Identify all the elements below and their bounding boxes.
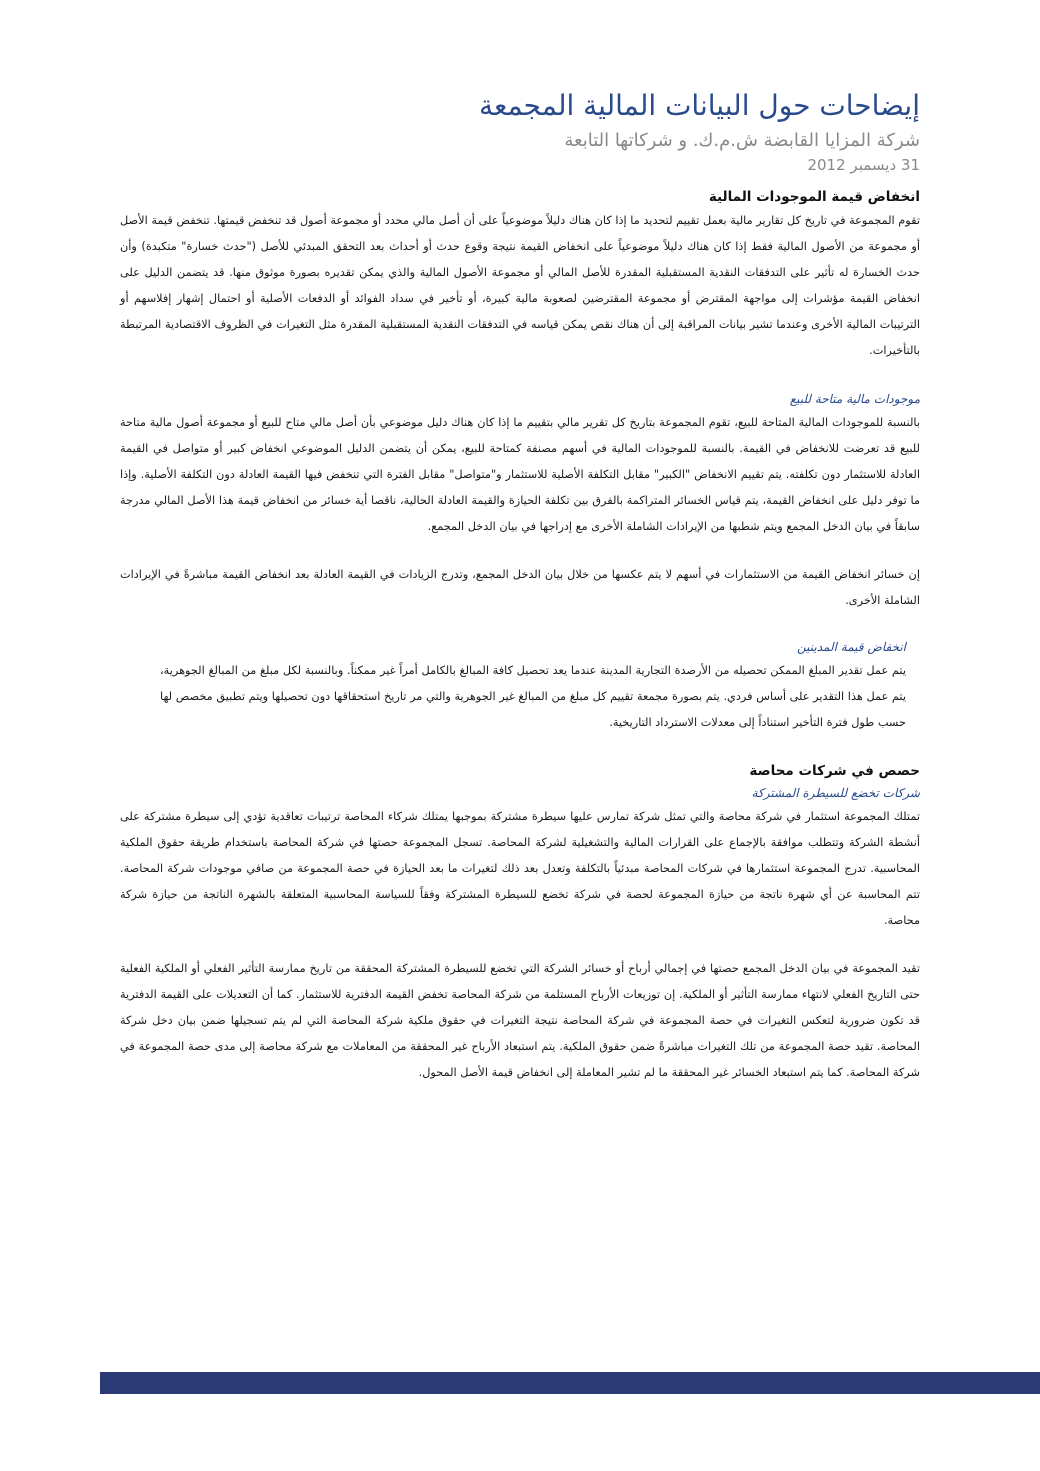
- afs-heading: موجودات مالية متاحة للبيع: [789, 392, 920, 406]
- page-title: إيضاحات حول البيانات المالية المجمعة: [478, 89, 920, 122]
- jv-paragraph-1: تمتلك المجموعة استثمار في شركة محاصة والتي تمثل شركة تمارس عليها سيطرة مشتركة بموجبها يمتلك شركاء المحاصة ترتيبات تعاقدية تؤدي إلى سيطرة مشتركة على أنشطة الشركة وتتطلب موافقة بالإجماع على القرارات المالية والتشغيلية لشركة المحاصة. تسجل المجموعة حصتها في شركة المحاصة باستخدام طريقة حقوق الملكية المحاسبية. تدرج المجموعة استثمارها في شركات المحاصة مبدئياً بالتكلفة وتعدل بعد ذلك لتغيرات ما بعد الحيازة في حصة المجموعة من صافي موجودات شركة المحاصة. تتم المحاسبة عن أي شهرة ناتجة من حيازة المجموعة لحصة في شركة تخضع للسيطرة المشتركة وفقاً للسياسة المحاسبية المتعلقة بالشهرة الناتجة من حيازة شركة محاصة.: [120, 810, 920, 927]
- debtors-heading: انخفاض قيمة المدينين: [797, 640, 906, 654]
- jv-paragraph-2: تقيد المجموعة في بيان الدخل المجمع حصتها في إجمالي أرباح أو خسائر الشركة التي تخضع للسيطرة المشتركة المحققة من تاريخ ممارسة التأثير الفعلي أو الملكية الفعلية حتى التاريخ الفعلي لانتهاء ممارسة التأثير أو الملكية. إن توزيعات الأرباح المستلمة من شركة المحاصة تخفض القيمة الدفترية للاستثمار. كما أن التعديلات على القيمة الدفترية قد تكون ضرورية لتعكس التغيرات في حصة المجموعة في شركة المحاصة نتيجة التغيرات في حقوق ملكية شركة المحاصة التي لم يتم تسجيلها ضمن بيان دخل شركة المحاصة. تقيد حصة المجموعة من تلك التغيرات مباشرةً ضمن حقوق الملكية. يتم استبعاد الأرباح غير المحققة من المعاملات مع شركة محاصة إلى مدى حصة المجموعة في شركة المحاصة. كما يتم استبعاد الخسائر غير المحققة ما لم تشير المعاملة إلى انخفاض قيمة الأصل المحول.: [120, 962, 920, 1079]
- jv-subheading: شركات تخضع للسيطرة المشتركة: [751, 786, 920, 800]
- impairment-paragraph: تقوم المجموعة في تاريخ كل تقارير مالية بعمل تقييم لتحديد ما إذا كان هناك دليلاً موضوعياً على أن أصل مالي محدد أو مجموعة أصول قد تنخفض قيمتها. تنخفض قيمة الأصل أو مجموعة من الأصول المالية فقط إذا كان هناك دليلاً موضوعياً على انخفاض القيمة نتيجة وقوع حدث أو أحداث بعد التحقق المبدئي للأصل ("حدث خسارة" متكبدة) وأن حدث الخسارة له تأثير على التدفقات النقدية المستقبلية المقدرة للأصل المالي أو مجموعة الأصول المالية والذي يمكن تقديره بصورة موثوق منها. قد يتضمن الدليل على انخفاض القيمة مؤشرات إلى مواجهة المقترض أو مجموعة المقترضين لصعوبة مالية كبيرة، أو تأخير في سداد الفوائد أو الدفعات الأصلية أو احتمال إشهار إفلاسهم أو الترتيبات المالية الأخرى وعندما تشير بيانات المراقبة إلى أن هناك نقص يمكن قياسه في التدفقات النقدية المستقبلية المقدرة مثل التغيرات في الظروف الاقتصادية المرتبطة بالتأخيرات.: [120, 214, 920, 357]
- jv-heading: حصص في شركات محاصة: [749, 763, 920, 779]
- document-page: [120, 86, 920, 1086]
- company-name: شركة المزايا القابضة ش.م.ك. و شركاتها التابعة: [564, 130, 920, 151]
- report-date: 31 ديسمبر 2012: [807, 156, 920, 174]
- afs-paragraph-1: بالنسبة للموجودات المالية المتاحة للبيع، تقوم المجموعة بتاريخ كل تقرير مالي بتقييم ما إذا كان هناك دليل موضوعي بأن أصل مالي متاح للبيع أو مجموعة أصول مالية متاحة للبيع قد تعرضت للانخفاض في القيمة. بالنسبة للموجودات المالية في أسهم مصنفة كمتاحة للبيع، يمكن أن يتضمن الدليل الموضوعي انخفاض كبير أو متواصل في القيمة العادلة للاستثمار دون تكلفته. يتم تقييم الانخفاض "الكبير" مقابل التكلفة الأصلية للاستثمار و"متواصل" مقابل الفترة التي تنخفض فيها القيمة العادلة دون التكلفة الأصلية. وإذا ما توفر دليل على انخفاض القيمة، يتم قياس الخسائر المتراكمة بالفرق بين تكلفة الحيازة والقيمة العادلة الحالية، ناقصا أية خسائر من انخفاض قيمة هذا الأصل المالي مدرجة سابقاً في بيان الدخل المجمع ويتم شطبها من الإيرادات الشاملة الأخرى مع إدراجها في بيان الدخل المجمع.: [120, 416, 920, 533]
- afs-paragraph-2: إن خسائر انخفاض القيمة من الاستثمارات في أسهم لا يتم عكسها من خلال بيان الدخل المجمع، وتدرج الزيادات في القيمة العادلة بعد انخفاض القيمة مباشرةً في الإيرادات الشاملة الأخرى.: [120, 568, 920, 607]
- footer-bar: [100, 1372, 1040, 1394]
- debtors-block: [120, 636, 920, 736]
- debtors-paragraph: يتم عمل تقدير المبلغ الممكن تحصيله من الأرصدة التجارية المدينة عندما يعد تحصيل كافة المبالغ بالكامل أمراً غير ممكناً. وبالنسبة لكل مبلغ من المبالغ الجوهرية، يتم عمل هذا التقدير على أساس فردي. يتم بصورة مجمعة تقييم كل مبلغ من المبالغ غير الجوهرية والتي مر تاريخ استحقاقها دون تحصيلها ويتم تطبيق مخصص لها حسب طول فترة التأخير استناداً إلى معدلات الاسترداد التاريخية.: [160, 664, 906, 729]
- impairment-heading: انخفاض قيمة الموجودات المالية: [708, 189, 920, 205]
